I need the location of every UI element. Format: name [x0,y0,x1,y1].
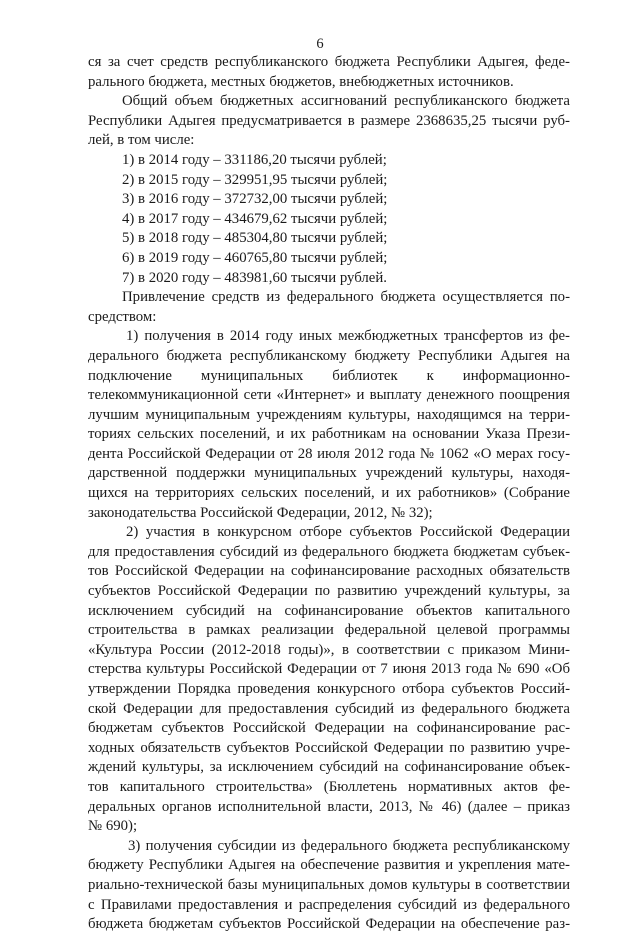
text-line: тов Российской Федерации на софинансирование расходных обязательств [88,563,570,580]
text-line: телекоммуникационной сети «Интернет» и выплату денежного поощрения [88,387,570,404]
text-line: строительства в рамках реализации федеральной целевой программы [88,622,570,639]
text-line: 3) в 2016 году – 372732,00 тысячи рублей; [122,191,388,208]
text-line: «Культура России (2012-2018 годы)», в соответствии с приказом Мини- [88,641,570,658]
text-line: риально-технической базы муниципальных домов культуры в соответствии [88,876,570,893]
text-line: Республики Адыгея предусматривается в размере 2368635,25 тысячи руб- [88,112,570,129]
text-line: тов капитального строительства» (Бюллетень нормативных актов фе- [88,778,570,795]
text-line: ждений культуры, за исключением субсидий на софинансирование объек- [88,759,570,776]
text-line: Общий объем бюджетных ассигнований республиканского бюджета [122,93,570,110]
text-line: средством: [88,308,157,325]
text-line: подключение муниципальных библиотек к информационно- [88,367,570,384]
text-line: щихся на территориях сельских поселений, и их работников» (Собрание [88,485,570,502]
text-line: ся за счет средств республиканского бюджета Республики Адыгея, феде- [88,54,570,70]
text-line: ходных обязательств субъектов Российской Федерации по развитию учре- [88,739,570,756]
text-line: 2) участия в конкурсном отборе субъектов Российской Федерации [126,524,570,541]
text-line: бюджетам субъектов Российской Федерации на софинансирование рас- [88,720,570,737]
document-body [88,53,570,935]
text-line: лей, в том числе: [88,132,195,149]
text-line: рального бюджета, местных бюджетов, внебюджетных источников. [88,73,514,90]
text-line: бюджету Республики Адыгея на обеспечение развития и укрепления мате- [88,857,570,874]
text-line: 4) в 2017 году – 434679,62 тысячи рублей; [122,210,388,227]
text-line: дерального бюджета республиканскому бюджету Республики Адыгея на [88,347,570,364]
text-line: № 690); [88,818,138,835]
text-line: 7) в 2020 году – 483981,60 тысячи рублей. [122,269,387,286]
text-line: утверждении Порядка проведения конкурсного отбора субъектов Россий- [88,681,570,697]
text-line: лучшим муниципальным учреждениям культуры, находящимся на терри- [88,406,570,423]
text-line: для предоставления субсидий из федерального бюджета бюджетам субъек- [88,543,570,560]
text-line: исключением субсидий на софинансирование объектов капитального [88,602,570,619]
text-line: законодательства Российской Федерации, 2012, № 32); [88,504,433,521]
text-line: Привлечение средств из федерального бюджета осуществляется по- [122,289,570,306]
text-line: деральных органов исполнительной власти, 2013, № 46) (далее – приказ [88,798,570,815]
text-line: бюджета бюджетам субъектов Российской Федерации на обеспечение раз- [88,916,570,933]
text-line: 1) получения в 2014 году иных межбюджетных трансфертов из фе- [126,328,570,345]
text-line: 1) в 2014 году – 331186,20 тысячи рублей; [122,151,387,168]
text-line: субъектов Российской Федерации по развитию учреждений культуры, за [88,583,570,600]
text-line: 3) получения субсидии из федерального бюджета республиканскому [128,837,570,854]
text-line: стерства культуры Российской Федерации от 7 июня 2013 года № 690 «Об [88,661,570,678]
text-line: ториях сельских поселений, и их работникам на основании Указа Прези- [88,426,570,443]
text-line: дента Российской Федерации от 28 июля 2012 года № 1062 «О мерах госу- [88,445,570,462]
text-line: ской Федерации для предоставления субсидий из федерального бюджета [88,700,570,717]
text-line: 2) в 2015 году – 329951,95 тысячи рублей; [122,171,388,188]
text-line: 6) в 2019 году – 460765,80 тысячи рублей; [122,249,388,266]
text-line: с Правилами предоставления и распределения субсидий из федерального [88,896,570,913]
page-number: 6 [316,36,324,52]
text-line: 5) в 2018 году – 485304,80 тысячи рублей; [122,230,388,247]
text-line: дарственной поддержки муниципальных учреждений культуры, находя- [88,465,570,482]
